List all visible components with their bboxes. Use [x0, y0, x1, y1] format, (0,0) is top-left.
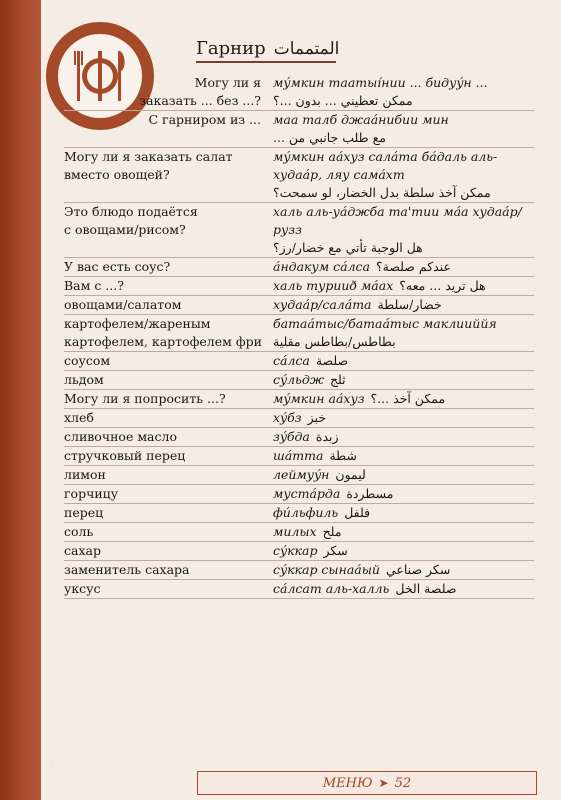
- arabic-text: صلصة: [315, 353, 349, 368]
- phrase-row: [64, 561, 534, 580]
- translation: [269, 466, 534, 484]
- russian-phrase-line: овощами/салатом: [64, 297, 182, 312]
- russian-phrase: [64, 447, 269, 465]
- menu-reference-link[interactable]: [197, 771, 537, 795]
- page-number: 38: [46, 758, 63, 773]
- phrase-row: [64, 203, 534, 258]
- transliteration: мустáрда: [273, 486, 341, 501]
- phrase-row: [64, 409, 534, 428]
- transliteration: мýмкин таатыíнии ... бидуýн ...: [273, 75, 488, 90]
- russian-phrase: [64, 203, 269, 257]
- arabic-text: ممكن آخذ سلطة بدل الخضار، لو سمحت؟: [273, 185, 491, 200]
- russian-phrase-line: сливочное масло: [64, 429, 177, 444]
- transliteration: мýмкин аáхуз: [273, 391, 365, 406]
- russian-phrase: [64, 315, 269, 351]
- translation: [269, 580, 534, 598]
- menu-page-number: 52: [394, 775, 412, 791]
- phrase-row: [64, 315, 534, 352]
- arabic-text: خبز: [307, 410, 326, 425]
- russian-phrase-line: Могу ли я: [194, 75, 261, 90]
- transliteration: сáлса: [273, 353, 310, 368]
- transliteration: фúльфиль: [273, 505, 339, 520]
- phrase-row: [64, 542, 534, 561]
- arabic-text: شطة: [329, 448, 357, 463]
- translation: [269, 390, 534, 408]
- arabic-text: هل تريد ... معه؟: [399, 278, 486, 293]
- russian-phrase: [64, 258, 269, 276]
- russian-phrase: [64, 371, 269, 389]
- translation: [269, 315, 534, 351]
- translation: [269, 409, 534, 427]
- russian-phrase: [64, 523, 269, 541]
- translation: [269, 74, 534, 110]
- arabic-text: سكر: [323, 543, 348, 558]
- transliteration: халь аль-уáджба та'тии мáа худаáр/рузз: [273, 204, 522, 237]
- russian-phrase-line: уксус: [64, 581, 101, 596]
- russian-phrase-line: заказать ... без ...?: [139, 93, 261, 108]
- translation: [269, 504, 534, 522]
- transliteration: леймуýн: [273, 467, 330, 482]
- arabic-text: زبدة: [315, 429, 339, 444]
- transliteration: халь турииð мáах: [273, 278, 394, 293]
- russian-phrase: [64, 74, 269, 110]
- translation: [269, 296, 534, 314]
- russian-phrase-line: картофелем, картофелем фри: [64, 334, 262, 349]
- translation: [269, 111, 534, 147]
- russian-phrase: [64, 542, 269, 560]
- phrase-row: [64, 523, 534, 542]
- russian-phrase: [64, 466, 269, 484]
- phrase-row: [64, 580, 534, 599]
- phrase-row: [64, 296, 534, 315]
- russian-phrase: [64, 561, 269, 579]
- russian-phrase-line: вместо овощей?: [64, 167, 170, 182]
- arabic-text: ممكن تعطيني ... بدون ...؟: [273, 93, 413, 108]
- transliteration: зýбда: [273, 429, 310, 444]
- russian-phrase: [64, 352, 269, 370]
- russian-phrase: [64, 409, 269, 427]
- arabic-text: سكر صناعي: [385, 562, 451, 577]
- translation: [269, 428, 534, 446]
- translation: [269, 371, 534, 389]
- russian-phrase: [64, 296, 269, 314]
- phrase-row: [64, 504, 534, 523]
- russian-phrase: [64, 148, 269, 202]
- transliteration: батаáтыс/батаáтыс маклииййя: [273, 316, 497, 331]
- translation: [269, 523, 534, 541]
- transliteration: сýккар: [273, 543, 318, 558]
- phrase-row: [64, 390, 534, 409]
- phrase-row: [64, 277, 534, 296]
- russian-phrase: [64, 485, 269, 503]
- phrase-row: [64, 485, 534, 504]
- russian-phrase-line: горчицу: [64, 486, 119, 501]
- russian-phrase: [64, 390, 269, 408]
- arrow-right-icon: ➤: [378, 776, 389, 790]
- phrase-row: [64, 428, 534, 447]
- russian-phrase: [64, 580, 269, 598]
- phrase-row: [64, 371, 534, 390]
- arabic-text: خضار/سلطة: [377, 297, 442, 312]
- translation: [269, 542, 534, 560]
- russian-phrase-line: картофелем/жареным: [64, 316, 211, 331]
- russian-phrase: [64, 277, 269, 295]
- translation: [269, 258, 534, 276]
- translation: [269, 561, 534, 579]
- arabic-text: هل الوجبة تأتي مع خضار/رز؟: [273, 240, 423, 255]
- russian-phrase-line: сахар: [64, 543, 101, 558]
- title-arabic: المتممات: [273, 39, 340, 59]
- transliteration: áндакум сáлса: [273, 259, 370, 274]
- arabic-text: ممكن آخذ ...؟: [370, 391, 446, 406]
- russian-phrase-line: Это блюдо подаётся: [64, 204, 198, 219]
- russian-phrase-line: льдом: [64, 372, 104, 387]
- russian-phrase-line: Могу ли я заказать салат: [64, 149, 233, 164]
- translation: [269, 148, 534, 202]
- russian-phrase: [64, 428, 269, 446]
- translation: [269, 485, 534, 503]
- arabic-text: ملح: [322, 524, 342, 539]
- transliteration: маа талб джаáнибии мин: [273, 112, 449, 127]
- arabic-text: فلفل: [344, 505, 371, 520]
- title-russian: Гарнир: [196, 38, 266, 59]
- russian-phrase-line: Вам с ...?: [64, 278, 124, 293]
- translation: [269, 447, 534, 465]
- translation: [269, 277, 534, 295]
- russian-phrase-line: перец: [64, 505, 104, 520]
- transliteration: шáтта: [273, 448, 324, 463]
- transliteration: сýккар сынаáый: [273, 562, 380, 577]
- russian-phrase: [64, 504, 269, 522]
- translation: [269, 203, 534, 257]
- russian-phrase-line: хлеб: [64, 410, 94, 425]
- transliteration: сýльдж: [273, 372, 324, 387]
- page-title: [196, 38, 340, 63]
- phrase-row: [64, 447, 534, 466]
- phrase-row: [64, 352, 534, 371]
- phrase-row: [64, 148, 534, 203]
- russian-phrase-line: стручковый перец: [64, 448, 186, 463]
- russian-phrase-line: лимон: [64, 467, 106, 482]
- phrase-row: [64, 466, 534, 485]
- transliteration: сáлсат аль-халль: [273, 581, 390, 596]
- russian-phrase-line: заменитель сахара: [64, 562, 190, 577]
- phrase-row: [64, 111, 534, 148]
- russian-phrase-line: с овощами/рисом?: [64, 222, 186, 237]
- arabic-text: عندكم صلصة؟: [375, 259, 451, 274]
- transliteration: хýбз: [273, 410, 302, 425]
- translation: [269, 352, 534, 370]
- russian-phrase-line: С гарниром из ...: [148, 112, 261, 127]
- arabic-text: بطاطس/بطاطس مقلية: [273, 334, 396, 349]
- transliteration: милых: [273, 524, 317, 539]
- side-color-band: [0, 0, 41, 800]
- arabic-text: مع طلب جانبي من ...: [273, 130, 386, 145]
- arabic-text: صلصة الخل: [395, 581, 457, 596]
- transliteration: мýмкин аáхуз салáта бáдаль аль-худаáр, ляу самáхт: [273, 149, 498, 182]
- russian-phrase-line: У вас есть соус?: [64, 259, 171, 274]
- russian-phrase-line: соусом: [64, 353, 111, 368]
- phrase-list: [64, 74, 534, 599]
- arabic-text: ليمون: [335, 467, 366, 482]
- russian-phrase-line: соль: [64, 524, 94, 539]
- phrase-row: [64, 74, 534, 111]
- russian-phrase-line: Могу ли я попросить ...?: [64, 391, 226, 406]
- arabic-text: مسطردة: [346, 486, 394, 501]
- russian-phrase: [64, 111, 269, 147]
- arabic-text: ثلج: [329, 372, 346, 387]
- transliteration: худаáр/салáта: [273, 297, 372, 312]
- phrase-row: [64, 258, 534, 277]
- menu-label: МЕНЮ: [322, 775, 373, 791]
